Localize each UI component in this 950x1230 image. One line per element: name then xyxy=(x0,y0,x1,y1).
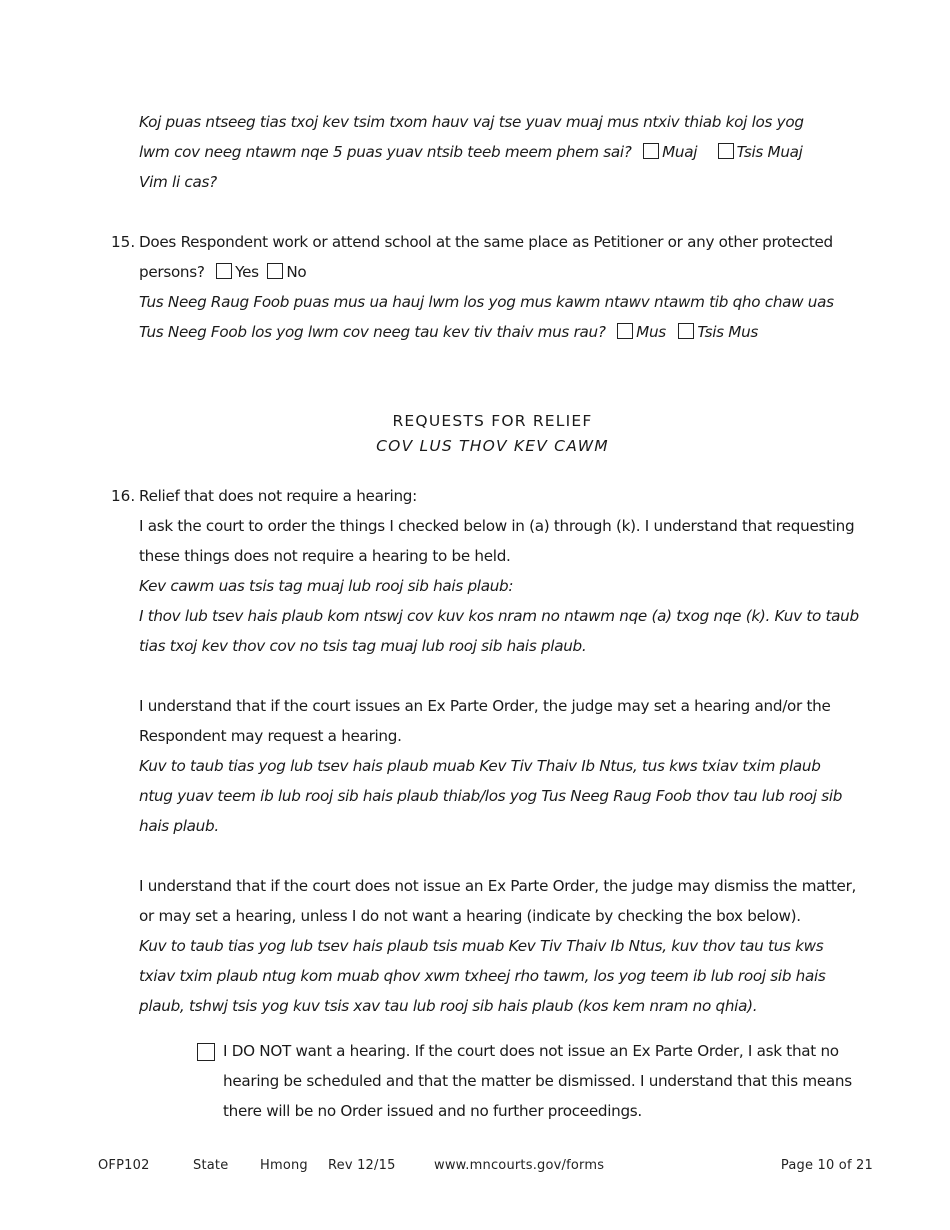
q16-number: 16. xyxy=(111,487,136,505)
footer-url[interactable]: www.mncourts.gov/forms xyxy=(434,1158,605,1173)
q14-hmong-line2: lwm cov neeg ntawm nqe 5 puas yuav ntsib teeb meem phem sai? xyxy=(139,143,632,161)
no-hearing-line3: there will be no Order issued and no further proceedings. xyxy=(223,1102,642,1120)
q16-p3-hmong-line2: txiav txim plaub ntug kom muab qhov xwm txheej rho tawm, los yog teem ib lub rooj sib hais xyxy=(139,967,826,985)
q16-p2-line1: I understand that if the court issues an Ex Parte Order, the judge may set a hearing and/or the xyxy=(139,697,831,715)
q14-muaj-label: Muaj xyxy=(662,143,698,161)
no-hearing-line2: hearing be scheduled and that the matter be dismissed. I understand that this means xyxy=(223,1072,852,1090)
q16-p1-hmong-heading: Kev cawm uas tsis tag muaj lub rooj sib hais plaub: xyxy=(139,577,514,595)
q16-p2-hmong-line2: ntug yuav teem ib lub rooj sib hais plaub thiab/los yog Tus Neeg Raug Foob thov tau lub rooj sib xyxy=(139,787,843,805)
q15-tsis-mus-label: Tsis Mus xyxy=(697,323,759,341)
footer-language: Hmong xyxy=(260,1158,308,1173)
q14-hmong-line2-row xyxy=(139,137,873,167)
q15-tsis-mus-checkbox[interactable] xyxy=(678,323,694,339)
q16-p1-hmong-line1: I thov lub tsev hais plaub kom ntswj cov kuv kos nram no ntawm nqe (a) txog nqe (k). Kuv to taub xyxy=(139,607,859,625)
q16-p3-hmong-line3: plaub, tshwj tsis yog kuv tsis xav tau lub rooj sib hais plaub (kos kem nram no qhia). xyxy=(139,997,758,1015)
q15-mus-checkbox[interactable] xyxy=(617,323,633,339)
q15-line1: Does Respondent work or attend school at the same place as Petitioner or any other protected xyxy=(139,233,833,251)
section-title-hmong: COV LUS THOV KEV CAWM xyxy=(376,437,609,455)
q16-block xyxy=(139,481,873,1021)
q16-p2-hmong-line3: hais plaub. xyxy=(139,817,219,835)
q16-p1-line2: these things does not require a hearing to be held. xyxy=(139,547,511,565)
q14-hmong-block xyxy=(139,107,873,197)
q15-no-label: No xyxy=(286,263,307,281)
q16-p2-hmong-line1: Kuv to taub tias yog lub tsev hais plaub muab Kev Tiv Thaiv Ib Ntus, tus kws txiav txim plaub xyxy=(139,757,821,775)
footer-form-id: OFP102 xyxy=(98,1158,150,1173)
q15-block xyxy=(139,227,873,347)
q16-p1-hmong-line2: tias txoj kev thov cov no tsis tag muaj lub rooj sib hais plaub. xyxy=(139,637,587,655)
q15-hmong-line1: Tus Neeg Raug Foob puas mus ua hauj lwm los yog mus kawm ntawv ntawm tib qho chaw uas xyxy=(139,293,834,311)
section-title: REQUESTS FOR RELIEF xyxy=(392,412,593,430)
q14-hmong-line1: Koj puas ntseeg tias txoj kev tsim txom hauv vaj tse yuav muaj mus ntxiv thiab koj los yog xyxy=(139,113,804,131)
q15-line2-row xyxy=(139,257,873,287)
q16-heading: Relief that does not require a hearing: xyxy=(139,487,417,505)
footer-page-number: Page 10 of 21 xyxy=(780,1158,873,1173)
no-hearing-block xyxy=(223,1036,873,1126)
footer-scope: State xyxy=(193,1158,229,1173)
q16-p3-line2: or may set a hearing, unless I do not want a hearing (indicate by checking the box below). xyxy=(139,907,801,925)
q16-p2-line2: Respondent may request a hearing. xyxy=(139,727,402,745)
q15-yes-checkbox[interactable] xyxy=(216,263,232,279)
q14-tsis-muaj-label: Tsis Muaj xyxy=(736,143,803,161)
q15-yes-label: Yes xyxy=(235,263,259,281)
q15-no-checkbox[interactable] xyxy=(267,263,283,279)
q15-number: 15. xyxy=(111,233,136,251)
no-hearing-line1: I DO NOT want a hearing. If the court does not issue an Ex Parte Order, I ask that no xyxy=(223,1042,839,1060)
q15-line2: persons? xyxy=(139,263,205,281)
q15-hmong-line2: Tus Neeg Foob los yog lwm cov neeg tau kev tiv thaiv mus rau? xyxy=(139,323,606,341)
q16-p3-line1: I understand that if the court does not issue an Ex Parte Order, the judge may dismiss the matter, xyxy=(139,877,857,895)
q14-tsis-muaj-checkbox[interactable] xyxy=(718,143,734,159)
q15-hmong-line2-row xyxy=(139,317,873,347)
q15-mus-label: Mus xyxy=(636,323,666,341)
no-hearing-checkbox[interactable] xyxy=(197,1043,215,1061)
q16-p3-hmong-line1: Kuv to taub tias yog lub tsev hais plaub tsis muab Kev Tiv Thaiv Ib Ntus, kuv thov tau tus kws xyxy=(139,937,824,955)
q14-why: Vim li cas? xyxy=(139,173,217,191)
q16-p1-line1: I ask the court to order the things I checked below in (a) through (k). I understand that requesting xyxy=(139,517,855,535)
q14-muaj-checkbox[interactable] xyxy=(643,143,659,159)
footer-revision: Rev 12/15 xyxy=(328,1158,396,1173)
